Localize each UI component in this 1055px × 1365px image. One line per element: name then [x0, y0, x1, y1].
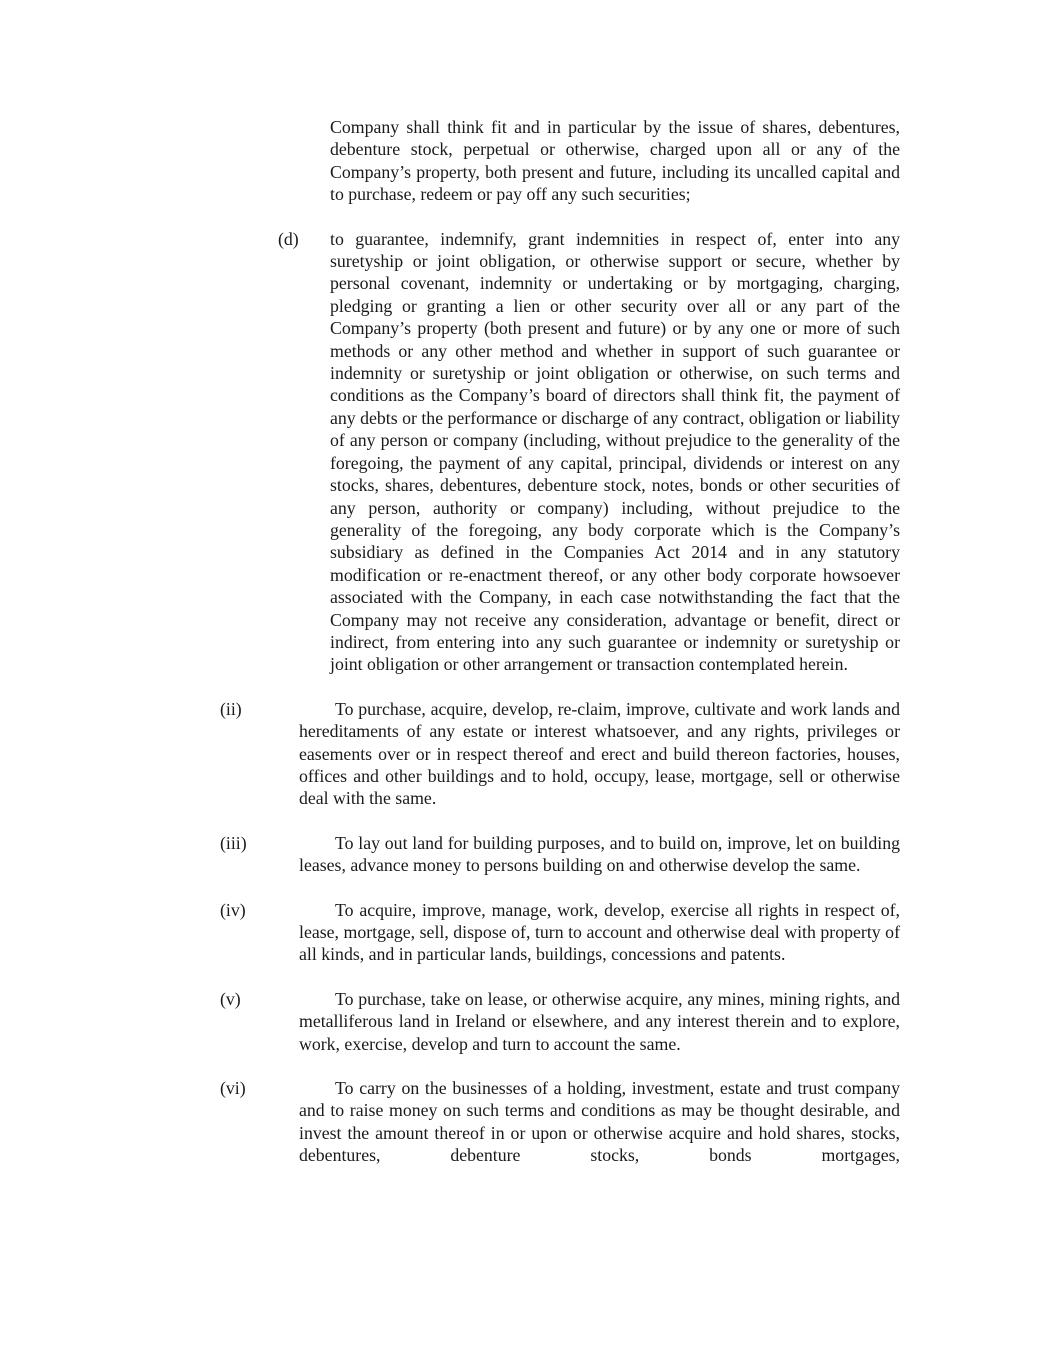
clause-continuation-text: Company shall think fit and in particular by the issue of shares, debentures, debenture stock, perpetual or otherwise, charged upon all or any of the Company’s property, both present and future, including its uncalled capital and to purchase, redeem or pay off any such securities;	[330, 117, 900, 205]
clause-d	[278, 228, 1055, 676]
clause-d-text: to guarantee, indemnify, grant indemnities in respect of, enter into any suretyship or joint obligation, or otherwise support or secure, whether by personal covenant, indemnity or undertaking or by mortgaging, charging, pledging or granting a lien or other security over all or any part of the Company’s property (both present and future) or by any one or more of such methods or any other method and whether in support of such guarantee or indemnity or suretyship or joint obligation or otherwise, on such terms and conditions as the Company’s board of directors shall think fit, the payment of any debts or the performance or discharge of any contract, obligation or liability of any person or company (including, without prejudice to the generality of the foregoing, the payment of any capital, principal, dividends or interest on any stocks, shares, debentures, debenture stock, notes, bonds or other securities of any person, authority or company) including, without prejudice to the generality of the foregoing, any body corporate which is the Company’s subsidiary as defined in the Companies Act 2014 and in any statutory modification or re-enactment thereof, or any other body corporate howsoever associated with the Company, in each case notwithstanding the fact that the Company may not receive any consideration, advantage or benefit, direct or indirect, from entering into any such guarantee or indemnity or suretyship or joint obligation or other arrangement or transaction contemplated herein.	[330, 228, 900, 675]
clause-v-label: (v)	[220, 988, 241, 1009]
clause-continuation	[330, 116, 1055, 206]
clause-ii-label: (ii)	[220, 698, 242, 719]
clause-iii-label: (iii)	[220, 832, 247, 853]
clause-d-label: (d)	[278, 228, 299, 249]
clause-iv-text: To acquire, improve, manage, work, develop, exercise all rights in respect of, lease, mortgage, sell, dispose of, turn to account and otherwise deal with property of all kinds, and in particular lands, buildings, concessions and patents.	[299, 899, 900, 965]
clause-iii	[220, 832, 1055, 877]
clause-vi	[220, 1077, 1055, 1167]
clause-ii	[220, 698, 1055, 810]
clause-iv	[220, 899, 1055, 966]
clause-ii-text: To purchase, acquire, develop, re-claim, improve, cultivate and work lands and hereditaments of any estate or interest whatsoever, and any rights, privileges or easements over or in respect thereof and erect and build thereon factories, houses, offices and other buildings and to hold, occupy, lease, mortgage, sell or otherwise deal with the same.	[299, 698, 900, 809]
clause-v-text: To purchase, take on lease, or otherwise acquire, any mines, mining rights, and metalliferous land in Ireland or elsewhere, and any interest therein and to explore, work, exercise, develop and turn to account the same.	[299, 988, 900, 1054]
clause-iii-text: To lay out land for building purposes, and to build on, improve, let on building leases, advance money to persons building on and otherwise develop the same.	[299, 832, 900, 876]
clause-vi-text: To carry on the businesses of a holding, investment, estate and trust company and to raise money on such terms and conditions as may be thought desirable, and invest the amount thereof in or upon or otherwise acquire and hold shares, stocks, debentures, debenture stocks, bonds mortgages,	[299, 1078, 900, 1166]
clause-vi-label: (vi)	[220, 1078, 246, 1099]
clause-iv-label: (iv)	[220, 899, 246, 920]
clause-v	[220, 988, 1055, 1055]
